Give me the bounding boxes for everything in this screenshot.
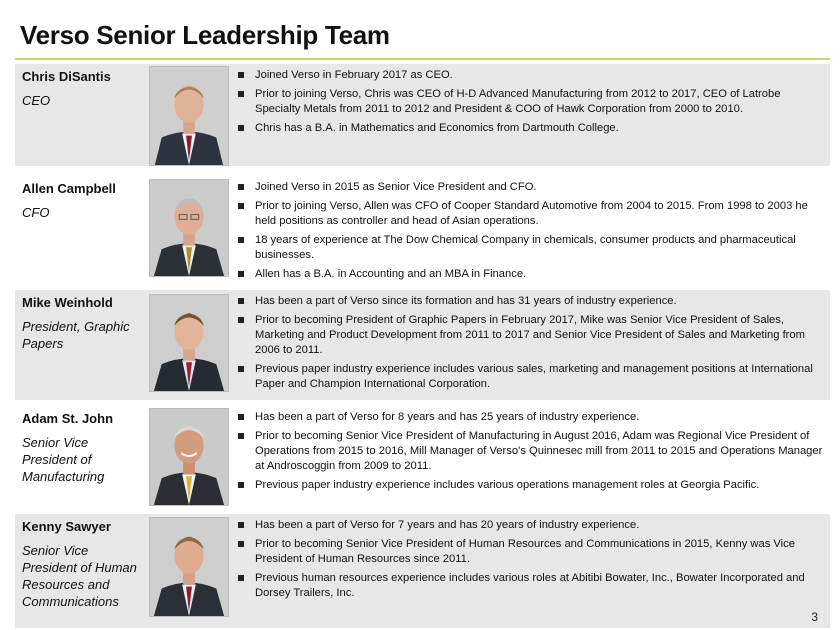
bullet-square-icon bbox=[238, 433, 244, 439]
leader-name: Allen Campbell bbox=[22, 181, 116, 196]
bullet-square-icon bbox=[238, 125, 244, 131]
bullet-item: Prior to becoming Senior Vice President of Manufacturing in August 2016, Adam was Regional Vice President of Operations from 2015 to 2016, Mill Manager of Verso’s Quinnesec mill from 2011 to 2015 and Operations Manager at Androscoggin from 2009 to 2011. bbox=[237, 429, 825, 474]
leader-photo bbox=[149, 294, 229, 392]
bullet-item: Previous paper industry experience includes various operations management roles at Georgia Pacific. bbox=[237, 478, 825, 493]
bullet-item: Has been a part of Verso for 8 years and has 25 years of industry experience. bbox=[237, 410, 825, 425]
leader-row-st-john bbox=[15, 406, 830, 510]
page-title: Verso Senior Leadership Team bbox=[20, 20, 390, 50]
leader-photo bbox=[149, 66, 229, 166]
bullet-square-icon bbox=[238, 184, 244, 190]
bullet-item: Joined Verso in 2015 as Senior Vice President and CFO. bbox=[237, 180, 825, 195]
bullet-item: Prior to joining Verso, Chris was CEO of H-D Advanced Manufacturing from 2012 to 2017, CEO of Latrobe Specialty Metals from 2011 to 2012 and President & COO of Hawk Corporation from 2000 to 2010. bbox=[237, 87, 825, 117]
leader-photo bbox=[149, 517, 229, 617]
bullet-item: Chris has a B.A. in Mathematics and Economics from Dartmouth College. bbox=[237, 121, 825, 136]
bullet-item: Has been a part of Verso for 7 years and has 20 years of industry experience. bbox=[237, 518, 825, 533]
bullet-square-icon bbox=[238, 482, 244, 488]
leader-role: Senior Vice President of Manufacturing bbox=[22, 435, 105, 484]
leader-row-weinhold bbox=[15, 290, 830, 400]
leader-name: Kenny Sawyer bbox=[22, 519, 111, 534]
leader-name: Adam St. John bbox=[22, 411, 114, 426]
bullet-square-icon bbox=[238, 575, 244, 581]
leader-row-disantis bbox=[15, 64, 830, 166]
leader-name: Mike Weinhold bbox=[22, 295, 113, 310]
leader-photo bbox=[149, 179, 229, 277]
leader-name: Chris DiSantis bbox=[22, 69, 111, 84]
leader-role: CEO bbox=[22, 93, 51, 108]
bullet-square-icon bbox=[238, 72, 244, 78]
bullet-item: Allen has a B.A. in Accounting and an MBA in Finance. bbox=[237, 267, 825, 282]
bullet-square-icon bbox=[238, 317, 244, 323]
bullet-item: Joined Verso in February 2017 as CEO. bbox=[237, 68, 825, 83]
bullet-square-icon bbox=[238, 203, 244, 209]
bullet-square-icon bbox=[238, 541, 244, 547]
bullet-square-icon bbox=[238, 522, 244, 528]
bullet-square-icon bbox=[238, 91, 244, 97]
bullet-square-icon bbox=[238, 414, 244, 420]
bullet-square-icon bbox=[238, 366, 244, 372]
bullet-item: Has been a part of Verso since its formation and has 31 years of industry experience. bbox=[237, 294, 825, 309]
leader-bullets bbox=[237, 68, 825, 140]
bullet-item: Prior to becoming President of Graphic Papers in February 2017, Mike was Senior Vice President of Sales, Marketing and Product Development from 2011 to 2017 and Senior Vice President of Sales and Marketing from 2006 to 2011. bbox=[237, 313, 825, 358]
bullet-item: Prior to becoming Senior Vice President of Human Resources and Communications in 2015, Kenny was Vice President of Human Resources since 2011. bbox=[237, 537, 825, 567]
leader-role: Senior Vice President of Human Resources and Communications bbox=[22, 543, 137, 609]
leader-bullets bbox=[237, 518, 825, 605]
leader-row-campbell bbox=[15, 176, 830, 286]
leader-photo bbox=[149, 408, 229, 506]
bullet-square-icon bbox=[238, 271, 244, 277]
bullet-square-icon bbox=[238, 237, 244, 243]
bullet-item: Prior to joining Verso, Allen was CFO of Cooper Standard Automotive from 2004 to 2015. From 1998 to 2003 he held positions as controller and head of Asian operations. bbox=[237, 199, 825, 229]
leader-role: CFO bbox=[22, 205, 50, 220]
bullet-item: 18 years of experience at The Dow Chemical Company in chemicals, consumer products and pharmaceutical businesses. bbox=[237, 233, 825, 263]
bullet-square-icon bbox=[238, 298, 244, 304]
leader-bullets bbox=[237, 180, 825, 286]
page-number: 3 bbox=[811, 610, 818, 624]
bullet-item: Previous human resources experience includes various roles at Abitibi Bowater, Inc., Bowater Incorporated and Dorsey Trailers, Inc. bbox=[237, 571, 825, 601]
leader-bullets bbox=[237, 294, 825, 396]
leader-row-sawyer bbox=[15, 514, 830, 628]
bullet-item: Previous paper industry experience includes various sales, marketing and management positions at International Paper and Champion International Corporation. bbox=[237, 362, 825, 392]
leader-role: President, Graphic Papers bbox=[22, 319, 130, 351]
title-divider bbox=[15, 58, 830, 60]
leader-bullets bbox=[237, 410, 825, 497]
